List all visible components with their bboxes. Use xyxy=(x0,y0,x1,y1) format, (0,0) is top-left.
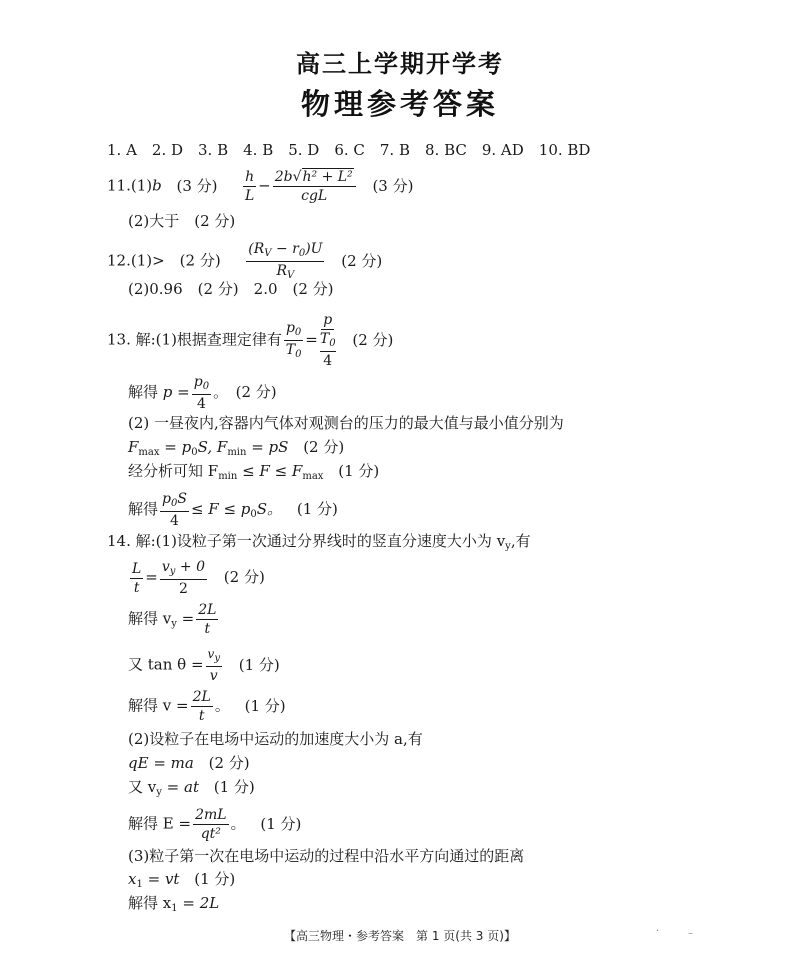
q14-eq4: 解得 v = $\frac{2L}{t}$ 。 (1 分) xyxy=(128,689,286,724)
q14-part3-text: (3)粒子第一次在电场中运动的过程中沿水平方向通过的距离 xyxy=(128,847,525,865)
scan-speck: · xyxy=(656,926,660,937)
answer-key-title: 物理参考答案 xyxy=(300,87,499,121)
q12-part1: 12.(1)> (2 分) $\frac{(R_V - r_0)U}{R_V}$ (2 分) xyxy=(107,241,383,281)
q13-analysis: 经分析可知 $F_{min} \le F \le F_{max}$ (1 分) xyxy=(128,462,380,482)
q14-part2-text: (2)设粒子在电场中运动的加速度大小为 a,有 xyxy=(128,730,423,748)
q14-eq3: 又 tan θ = $\frac{v_y}{v}$ (1 分) xyxy=(128,647,280,684)
multiple-choice-answers: 1. A 2. D 3. B 4. B 5. D 6. C 7. B 8. BC 9. AD 10. BD xyxy=(107,141,591,159)
q13-part2-text: (2) 一昼夜内,容器内气体对观测台的压力的最大值与最小值分别为 xyxy=(128,414,564,432)
q13-part1: 13. 解:(1)根据查理定律有 $\frac{p_0}{T_0}$ = p $T_0$ 4 (2 分) xyxy=(107,312,394,369)
q14-eq8: $x_1$ = vt (1 分) xyxy=(128,870,236,890)
q13-solution1: 解得 p = $\frac{p_0}{4}$ 。 (2 分) xyxy=(128,374,277,412)
q14-eq9: 解得 $x_1 = 2L$ xyxy=(128,894,220,914)
q14-eq5: qE = ma (2 分) xyxy=(128,754,250,772)
scan-dash: – xyxy=(688,928,693,939)
q14-eq2: 解得 $v_y$ = $\frac{2L}{t}$ xyxy=(128,602,217,637)
q13-force-values: $F_{max} = p_0S$, $F_{min}$ = pS (2 分) xyxy=(128,438,345,458)
q11-fraction-main: $\frac{\text{2b√h² + L²}}{\text{cgL}}$ xyxy=(273,170,356,203)
q11-part2: (2)大于 (2 分) xyxy=(128,212,236,230)
q11-part1: 11.(1)b (3 分) $\frac{h}{L}$ − $\frac{\text{2b√h² + L²}}{\text{cgL}}$ (3 分) xyxy=(107,169,414,204)
exam-title: 高三上学期开学考 xyxy=(296,50,504,78)
q14-part1-text: 14. 解:(1)设粒子第一次通过分界线时的竖直分速度大小为 $v_y$,有 xyxy=(107,532,531,552)
q11-fraction-h-over-l: $\frac{h}{L}$ xyxy=(244,169,255,204)
q14-eq1: $\frac{L}{t}$ = $\frac{v_y + 0}{2}$ (2 分) xyxy=(132,559,265,597)
q12-part2: (2)0.96 (2 分) 2.0 (2 分) xyxy=(128,280,334,298)
page-footer: 【高三物理・参考答案 第 1 页(共 3 页)】 xyxy=(284,929,516,943)
q14-eq7: 解得 E = $\frac{2mL}{\text{qt²}}$ 。 (1 分) xyxy=(128,807,302,842)
q14-eq6: 又 $v_y$ = at (1 分) xyxy=(128,778,255,798)
q12-fraction: $\frac{(R_V - r_0)U}{R_V}$ xyxy=(248,241,323,281)
q13-solution2: 解得 $\frac{p_0S}{4}$ ≤ $F \le p_0S$。 (1 分) xyxy=(128,491,338,529)
